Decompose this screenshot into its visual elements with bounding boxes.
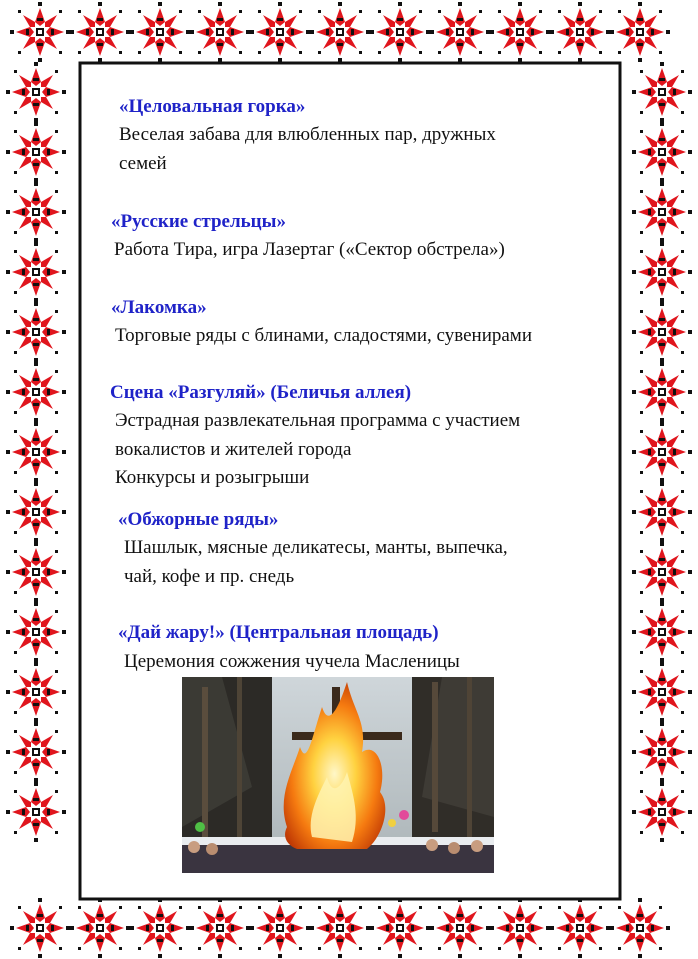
section-title-russian-archers: «Русские стрельцы»: [111, 211, 286, 232]
section-title-food-rows: «Обжорные ряды»: [118, 509, 279, 530]
section-title-razgulyay-stage: Сцена «Разгуляй» (Беличья аллея): [110, 382, 412, 403]
section-text: чай, кофе и пр. снедь: [124, 566, 295, 587]
section-title-lakomka: «Лакомка»: [111, 297, 207, 318]
section-text: семей: [119, 153, 167, 174]
section-text: Торговые ряды с блинами, сладостями, сувенирами: [115, 325, 532, 346]
section-text: Церемония сожжения чучела Масленицы: [124, 651, 460, 672]
section-text: Шашлык, мясные деликатесы, манты, выпечка,: [124, 537, 508, 558]
burning-effigy-photo: [182, 677, 494, 873]
section-text: Веселая забава для влюбленных пар, дружных: [119, 124, 496, 145]
section-title-central-square: «Дай жару!» (Центральная площадь): [118, 622, 439, 643]
section-text: Конкурсы и розыгрыши: [115, 467, 310, 488]
section-text: Эстрадная развлекательная программа с участием: [115, 410, 521, 431]
section-text: Работа Тира, игра Лазертаг («Сектор обстрела»): [114, 239, 505, 260]
section-title-kissing-hill: «Целовальная горка»: [119, 96, 306, 117]
section-text: вокалистов и жителей города: [115, 439, 352, 460]
